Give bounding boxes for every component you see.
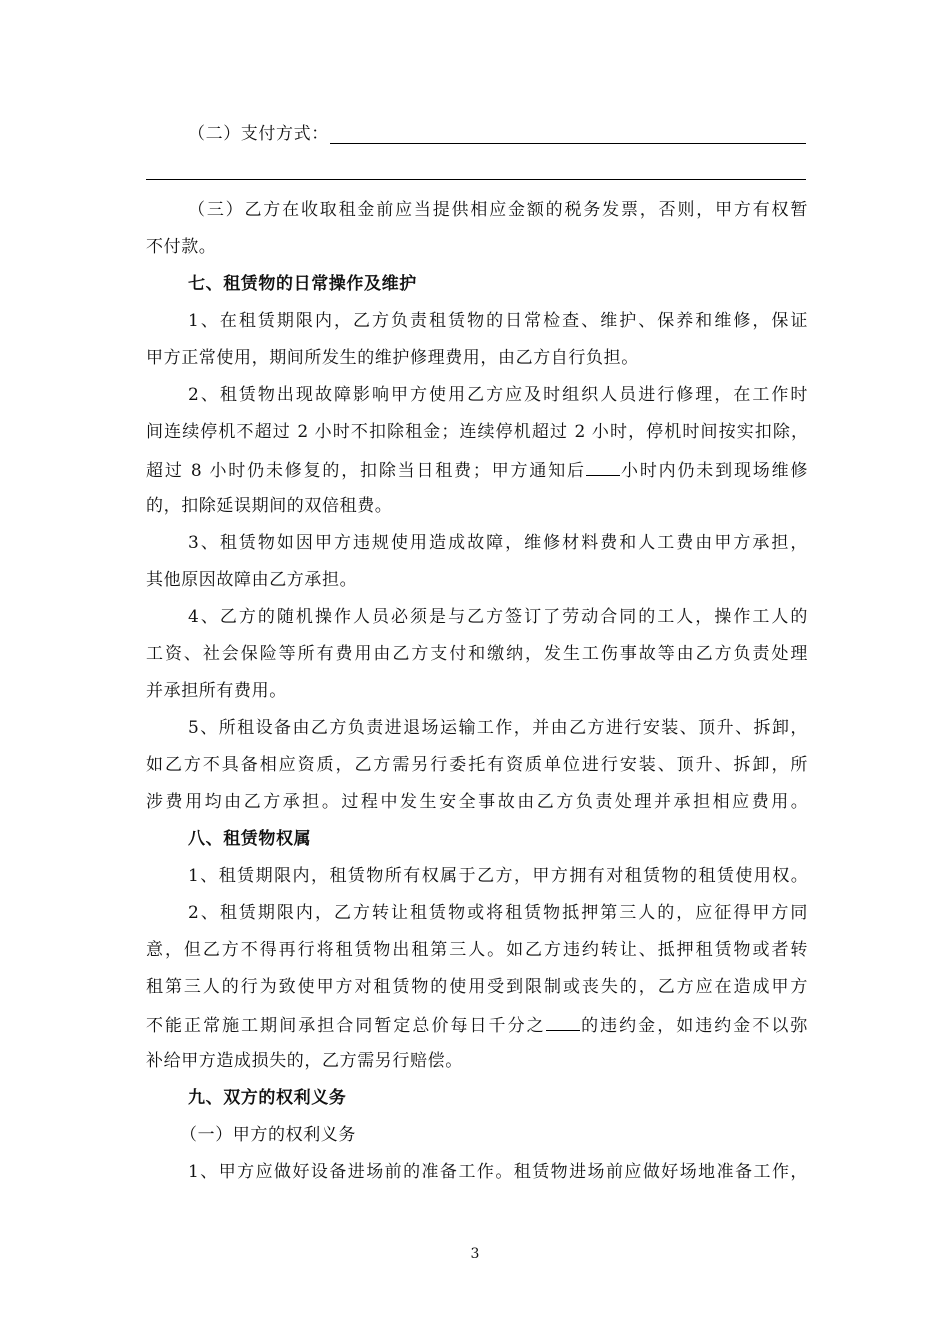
clause-7-2-line3 — [146, 458, 808, 482]
hours-blank — [586, 458, 620, 476]
page-number: 3 — [470, 1246, 480, 1262]
clause-7-3-line1: 3、租赁物如因甲方违规使用造成故障，维修材料费和人工费由甲方承担， — [188, 533, 808, 553]
clause-7-4-line3: 并承担所有费用。 — [146, 681, 287, 701]
clause-7-3-line2: 其他原因故障由乙方承担。 — [146, 570, 358, 590]
clause-7-2-line1: 2、租赁物出现故障影响甲方使用乙方应及时组织人员进行修理，在工作时 — [188, 385, 808, 405]
clause-7-5-line2: 如乙方不具备相应资质，乙方需另行委托有资质单位进行安装、顶升、拆卸，所 — [146, 755, 808, 775]
payment-method-blank — [330, 143, 806, 144]
section-8-heading: 八、租赁物权属 — [188, 829, 312, 849]
clause-8-2-line4-part2: 的违约金，如违约金不以弥 — [579, 1016, 808, 1036]
section-9-heading: 九、双方的权利义务 — [188, 1088, 347, 1108]
clause-8-2-line3: 租第三人的行为致使甲方对租赁物的使用受到限制或丧失的，乙方应在造成甲方 — [146, 977, 808, 997]
payment-method-label: （二）支付方式： — [188, 124, 329, 144]
clause-7-5-line3: 涉费用均由乙方承担。过程中发生安全事故由乙方负责处理并承担相应费用。 — [146, 792, 808, 812]
invoice-clause-line2: 不付款。 — [146, 237, 217, 257]
clause-7-2-line4: 的，扣除延误期间的双倍租费。 — [146, 496, 393, 516]
clause-9-1-line1: 1、甲方应做好设备进场前的准备工作。租赁物进场前应做好场地准备工作， — [188, 1162, 808, 1182]
clause-7-1-line2: 甲方正常使用，期间所发生的维护修理费用，由乙方自行负担。 — [146, 348, 639, 368]
clause-7-5-line1: 5、所租设备由乙方负责进退场运输工作，并由乙方进行安装、顶升、拆卸， — [188, 718, 808, 738]
clause-7-4-line1: 4、乙方的随机操作人员必须是与乙方签订了劳动合同的工人，操作工人的 — [188, 607, 808, 627]
clause-8-2-line1: 2、租赁期限内，乙方转让租赁物或将租赁物抵押第三人的，应征得甲方同 — [188, 903, 808, 923]
payment-method-blank-continuation — [146, 179, 806, 180]
clause-8-2-line5: 补给甲方造成损失的，乙方需另行赔偿。 — [146, 1051, 463, 1071]
clause-8-2-line4 — [146, 1013, 808, 1037]
clause-8-1-line1: 1、租赁期限内，租赁物所有权属于乙方，甲方拥有对租赁物的租赁使用权。 — [188, 866, 808, 886]
invoice-clause-line1: （三）乙方在收取租金前应当提供相应金额的税务发票，否则，甲方有权暂 — [188, 200, 808, 220]
clause-8-2-line2: 意，但乙方不得再行将租赁物出租第三人。如乙方违约转让、抵押租赁物或者转 — [146, 940, 808, 960]
clause-7-2-line3-part2: 小时内仍未到现场维修 — [619, 461, 808, 481]
clause-8-2-line4-part1: 不能正常施工期间承担合同暂定总价每日千分之 — [146, 1016, 546, 1036]
section-7-heading: 七、租赁物的日常操作及维护 — [188, 274, 417, 294]
clause-7-2-line3-part1: 超过 8 小时仍未修复的，扣除当日租费；甲方通知后 — [146, 461, 586, 481]
penalty-rate-blank — [546, 1013, 580, 1031]
section-9-subheading: （一）甲方的权利义务 — [180, 1125, 356, 1145]
clause-7-4-line2: 工资、社会保险等所有费用由乙方支付和缴纳，发生工伤事故等由乙方负责处理 — [146, 644, 808, 664]
clause-7-2-line2: 间连续停机不超过 2 小时不扣除租金；连续停机超过 2 小时，停机时间按实扣除， — [146, 422, 808, 442]
clause-7-1-line1: 1、在租赁期限内，乙方负责租赁物的日常检查、维护、保养和维修，保证 — [188, 311, 808, 331]
